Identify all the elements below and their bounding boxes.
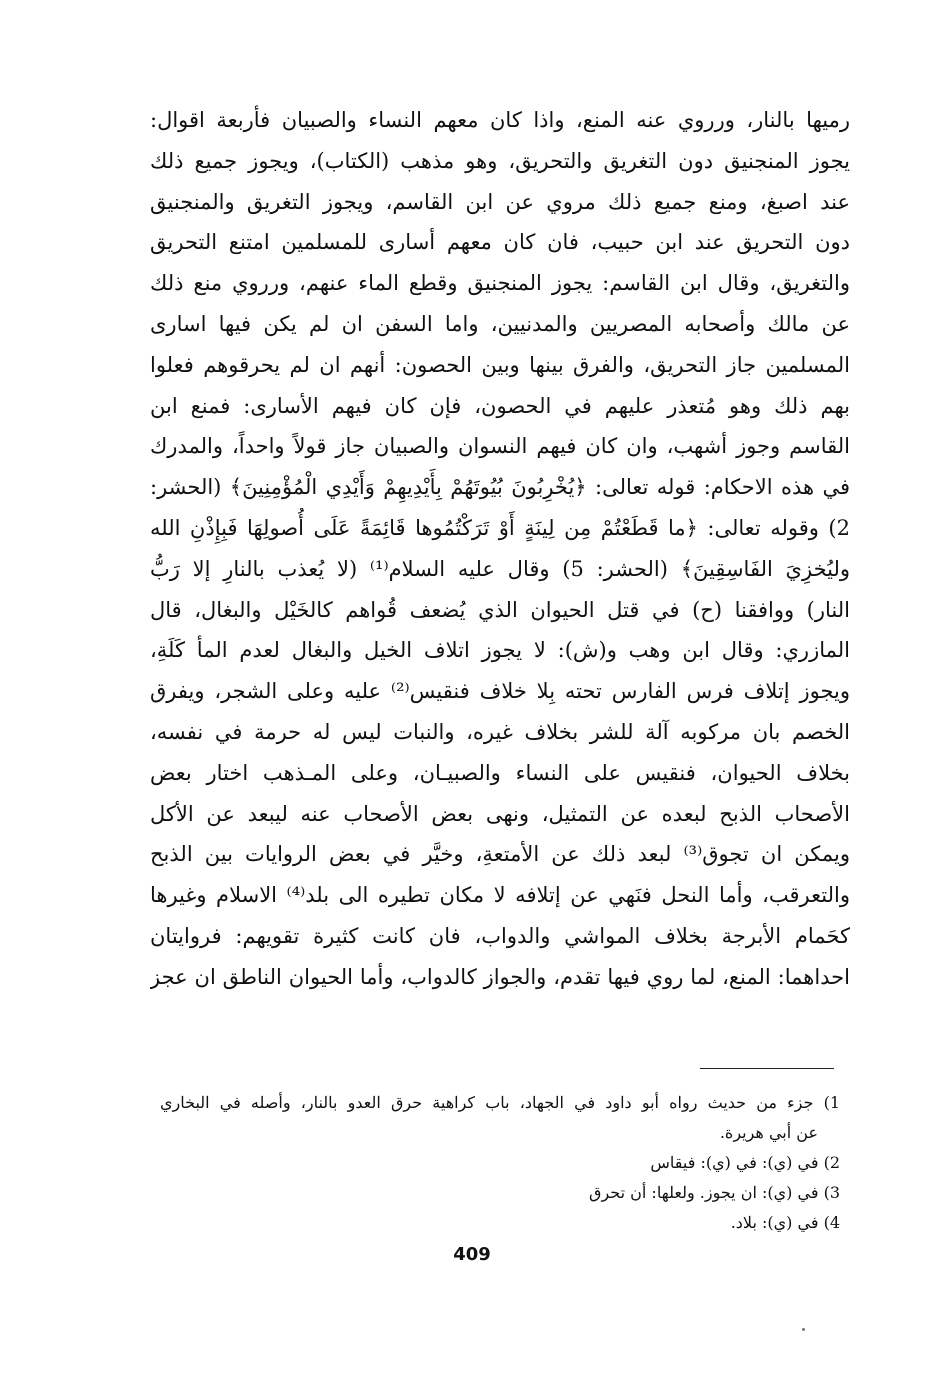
main-text-block: [150, 100, 850, 998]
footnote-text: في (ي): بلاد.: [730, 1213, 819, 1232]
text-line: في هذه الاحكام: قوله تعالى: ﴿يُخْرِبُونَ بُيُوتَهُمْ بِأَيْدِيهِمْ وَأَيْدِي الْمُؤْمِنِينَ﴾ (الحشر:: [150, 475, 850, 500]
text-line: عن مالك وأصحابه المصريين والمدنيين، واما السفن ان لم يكن فيها اسارى: [150, 311, 850, 336]
text-line: رميها بالنار، ورروي عنه المنع، واذا كان معهم النساء والصبيان فأربعة اقوال:: [150, 108, 850, 132]
footnote-4: [160, 1208, 840, 1238]
text-line: الأصحاب الذبح لبعده عن التمثيل، ونهى بعض الأصحاب عنه ليبعد عن الأكل: [150, 801, 850, 826]
footnote-number: 2): [823, 1153, 840, 1172]
text-line: احداهما: المنع، لما روي فيها تقدم، والجواز كالدواب، وأما الحيوان الناطق ان عجز: [150, 964, 850, 989]
text-line: الخصم بان مركوبه آلة للشر بخلاف غيره، والنبات ليس له حرمة في نفسه،: [150, 719, 850, 744]
text-line: المسلمين جاز التحريق، والفرق بينها وبين الحصون: أنهم ان لم يحرقوهم فعلوا: [150, 352, 850, 377]
footnote-number: 1): [823, 1093, 840, 1112]
text-line: عند اصبغ، ومنع جميع ذلك مروي عن ابن القاسم، ويجوز التغريق والمنجنيق: [150, 189, 850, 214]
footnote-text: جزء من حديث رواه أبو داود في الجهاد، باب كراهية حرق العدو بالنار، وأصله في البخاري: [160, 1093, 814, 1112]
footnote-1: [160, 1088, 840, 1118]
text-line: كحَمام الأبرجة بخلاف المواشي والدواب، فان كانت كثيرة تقويهم: فروايتان: [150, 923, 850, 948]
footnote-number: 3): [823, 1183, 840, 1202]
text-line: ويمكن ان تجوق⁽³⁾ لبعد ذلك عن الأمتعةِ، وخيَّر في بعض الروايات بين الذبح: [150, 842, 850, 867]
footnote-text: في (ي): ان يجوز. ولعلها: أن تحرق: [589, 1183, 819, 1202]
text-line: والتغريق، وقال ابن القاسم: يجوز المنجنيق وقطع الماء عنهم، ورروي منع ذلك: [150, 271, 850, 296]
text-line: بهم ذلك وهو مُتعذر عليهم في الحصون، فإن كان فيهم الأسارى: فمنع ابن: [150, 393, 850, 418]
footnote-2: [160, 1148, 840, 1178]
footnote-number: 4): [823, 1213, 840, 1232]
text-line: المازري: وقال ابن وهب و(ش): لا يجوز اتلاف الخيل والبغال لعدم المأ كَلَةِ،: [150, 638, 850, 663]
text-line: ويجوز إتلاف فرس الفارس تحته بِلا خلاف فنقيس⁽²⁾ عليه وعلى الشجر، ويفرق: [150, 679, 850, 704]
footnotes-block: [160, 1088, 840, 1238]
footnote-1-continuation: عن أبي هريرة.: [719, 1123, 818, 1142]
footnote-separator: [700, 1068, 834, 1069]
page-number: 409: [453, 1244, 491, 1265]
footnote-text: في (ي): في (ي): فيقاس: [650, 1153, 819, 1172]
scan-speck: [802, 1328, 805, 1331]
text-line: يجوز المنجنيق دون التغريق والتحريق، وهو مذهب (الكتاب)، ويجوز جميع ذلك: [150, 148, 850, 173]
text-line: القاسم وجوز أشهب، وان كان فيهم النسوان والصبيان جاز قولاً واحداً، والمدرك: [150, 434, 850, 459]
footnote-3: [160, 1178, 840, 1208]
text-line: دون التحريق عند ابن حبيب، فان كان معهم أسارى للمسلمين امتنع التحريق: [150, 230, 850, 255]
text-line: بخلاف الحيوان، فنقيس على النساء والصبيـان، وعلى المـذهب اختار بعض: [150, 760, 850, 785]
text-line: 2) وقوله تعالى: ﴿ما قَطَعْتُمْ مِن لِينَةٍ أَوْ تَرَكْتُمُوها قَائِمَةً عَلَى أُصولِهَا فَبِإِذْنِ الله: [150, 515, 850, 540]
text-line: وليُخزِيَ الفَاسِقِينَ﴾ (الحشر: 5) وقال عليه السلام⁽¹⁾ (لا يُعذب بالنارِ إلا رَبُّ: [150, 556, 850, 581]
text-line: النار) ووافقنا (ح) في قتل الحيوان الذي يُضعف قُواهم كالخَيْل والبغال، قال: [150, 597, 850, 622]
text-line: والتعرقب، وأما النحل فنَهي عن إتلافه لا مكان تطيره الى بلد⁽⁴⁾ الاسلام وغيرها: [150, 883, 850, 908]
